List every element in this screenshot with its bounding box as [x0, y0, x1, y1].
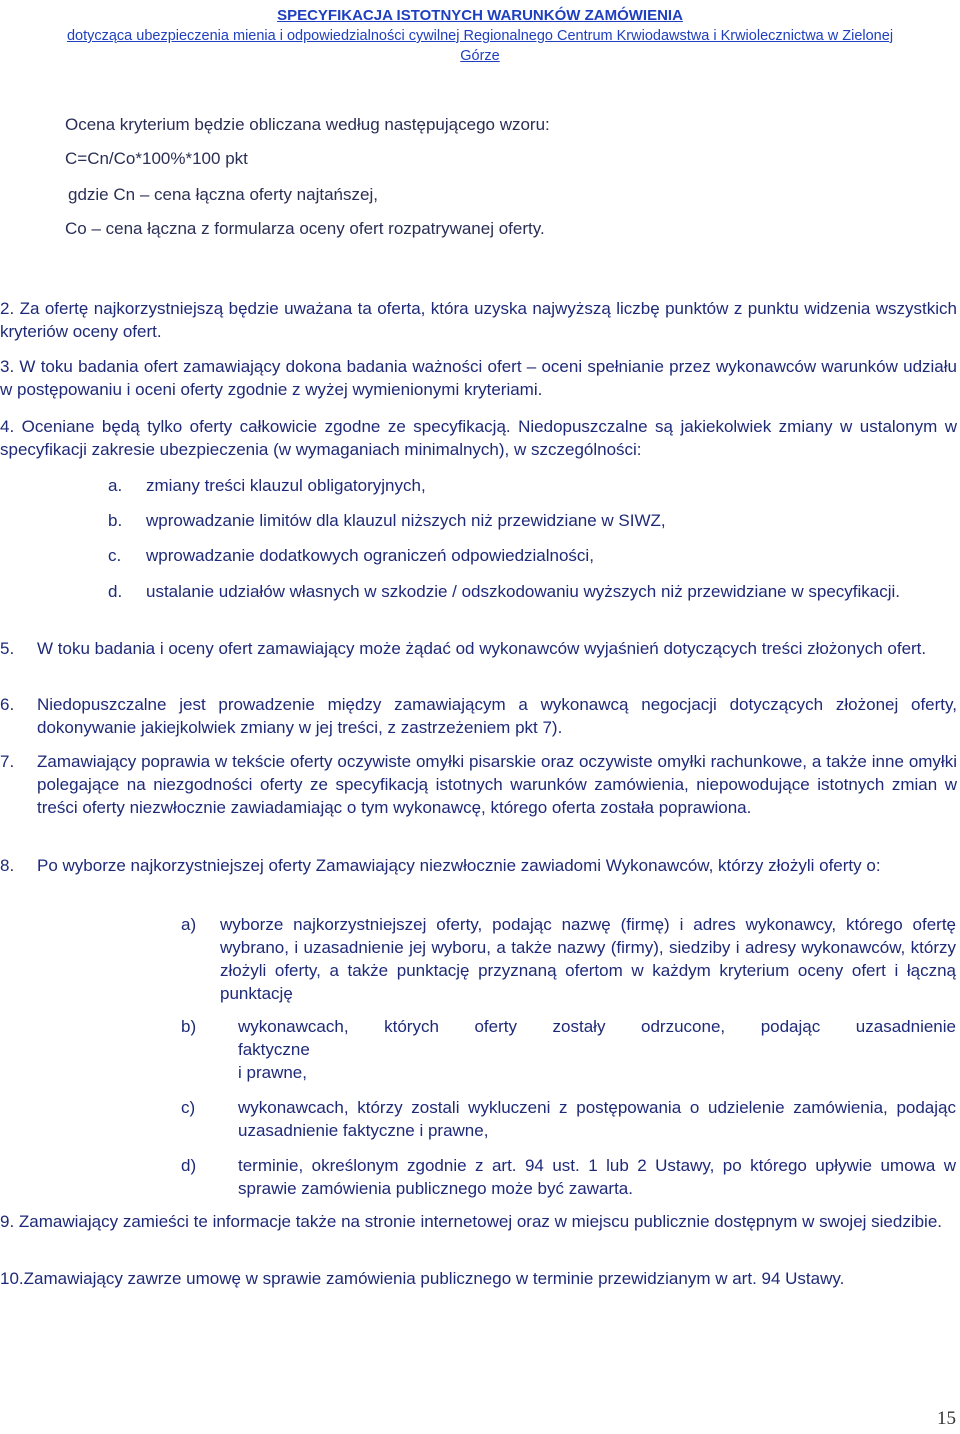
item-4b: wprowadzanie limitów dla klauzul niższych niż przewidziane w SIWZ,	[146, 511, 666, 530]
item-8b-line3: i prawne,	[238, 1063, 307, 1082]
item-8: Po wyborze najkorzystniejszej oferty Zamawiający niezwłocznie zawiadomi Wykonawców, którzy złożyli oferty o:	[37, 856, 881, 875]
item-8b-line1: wykonawcach, których oferty zostały odrzucone, podając uzasadnienie	[238, 1017, 956, 1036]
item-8a: wyborze najkorzystniejszej oferty, podając nazwę (firmę) i adres wykonawcy, którego ofertę wybrano, i uzasadnienie jej wyboru, a także nazwy (firmy), siedziby i adresy wykonawców, którzy złożyli oferty, a także punktację przyznaną ofertom w każdym kryterium oceny ofert i łączną punktację	[220, 915, 956, 1003]
item-5-marker: 5.	[0, 639, 15, 658]
item-4c: wprowadzanie dodatkowych ograniczeń odpowiedzialności,	[146, 546, 594, 565]
item-4b-marker: b.	[108, 511, 123, 530]
formula-cn-definition: gdzie Cn – cena łączna oferty najtańszej,	[68, 185, 378, 204]
header-subtitle-line2: Górze	[460, 48, 500, 64]
item-7: Zamawiający poprawia w tekście oferty oczywiste omyłki pisarskie oraz oczywiste omyłki rachunkowe, a także inne omyłki polegające na niezgodności oferty ze specyfikacją istotnych warunków zamówienia, niepowodujące istotnych zmian w treści oferty niezwłocznie zawiadamiając o tym wykonawcę, którego oferta została poprawiona.	[37, 752, 957, 817]
item-8b-marker: b)	[181, 1017, 197, 1036]
formula-intro: Ocena kryterium będzie obliczana według następującego wzoru:	[65, 115, 550, 134]
item-2: 2. Za ofertę najkorzystniejszą będzie uważana ta oferta, która uzyska najwyższą liczbę punktów z punktu widzenia wszystkich kryteriów oceny ofert.	[0, 299, 957, 341]
item-4d: ustalanie udziałów własnych w szkodzie / odszkodowaniu wyższych niż przewidziane w specyfikacji.	[146, 582, 901, 601]
document-header	[0, 6, 960, 66]
formula-co-definition: Co – cena łączna z formularza oceny ofert rozpatrywanej oferty.	[65, 219, 545, 238]
item-8c: wykonawcach, którzy zostali wykluczeni z postępowania o udzielenie zamówienia, podając uzasadnienie faktyczne i prawne,	[238, 1098, 956, 1140]
header-title: SPECYFIKACJA ISTOTNYCH WARUNKÓW ZAMÓWIENIA	[277, 7, 683, 24]
item-4a: zmiany treści klauzul obligatoryjnych,	[146, 476, 426, 495]
item-8d-marker: d)	[181, 1156, 197, 1175]
item-6-marker: 6.	[0, 695, 15, 714]
item-6: Niedopuszczalne jest prowadzenie między zamawiającym a wykonawcą negocjacji dotyczących złożonej oferty, dokonywanie jakiejkolwiek zmiany w jej treści, z zastrzeżeniem pkt 7).	[37, 695, 957, 737]
item-4c-marker: c.	[108, 546, 122, 565]
item-4a-marker: a.	[108, 476, 123, 495]
item-8c-marker: c)	[181, 1098, 196, 1117]
item-8a-marker: a)	[181, 915, 197, 934]
item-10: 10.Zamawiający zawrze umowę w sprawie zamówienia publicznego w terminie przewidzianym w art. 94 Ustawy.	[0, 1269, 845, 1288]
formula-expression: C=Cn/Co*100%*100 pkt	[65, 149, 248, 168]
item-3: 3. W toku badania ofert zamawiający dokona badania ważności ofert – oceni spełnianie przez wykonawców warunków udziału w postępowaniu i oceni oferty zgodnie z wyżej wymienionymi kryteriami.	[0, 357, 957, 399]
item-8-marker: 8.	[0, 856, 15, 875]
item-4d-marker: d.	[108, 582, 123, 601]
item-9: 9. Zamawiający zamieści te informacje także na stronie internetowej oraz w miejscu publicznie dostępnym w swojej siedzibie.	[0, 1212, 943, 1231]
item-8d: terminie, określonym zgodnie z art. 94 ust. 1 lub 2 Ustawy, po którego upływie umowa w sprawie zamówienia publicznego może być zawarta.	[238, 1156, 956, 1198]
header-subtitle-line1: dotycząca ubezpieczenia mienia i odpowiedzialności cywilnej Regionalnego Centrum Krwiodawstwa i Krwiolecznictwa w Zielonej	[66, 28, 894, 44]
item-5: W toku badania i oceny ofert zamawiający może żądać od wykonawców wyjaśnień dotyczących treści złożonych ofert.	[37, 639, 927, 658]
item-4: 4. Oceniane będą tylko oferty całkowicie zgodne ze specyfikacją. Niedopuszczalne są jakiekolwiek zmiany w ustalonym w specyfikacji zakresie ubezpieczenia (w wymaganiach minimalnych), w szczególności:	[0, 417, 957, 459]
item-7-marker: 7.	[0, 752, 15, 771]
page-number: 15	[937, 1408, 956, 1429]
item-8b-line2: faktyczne	[238, 1040, 310, 1059]
